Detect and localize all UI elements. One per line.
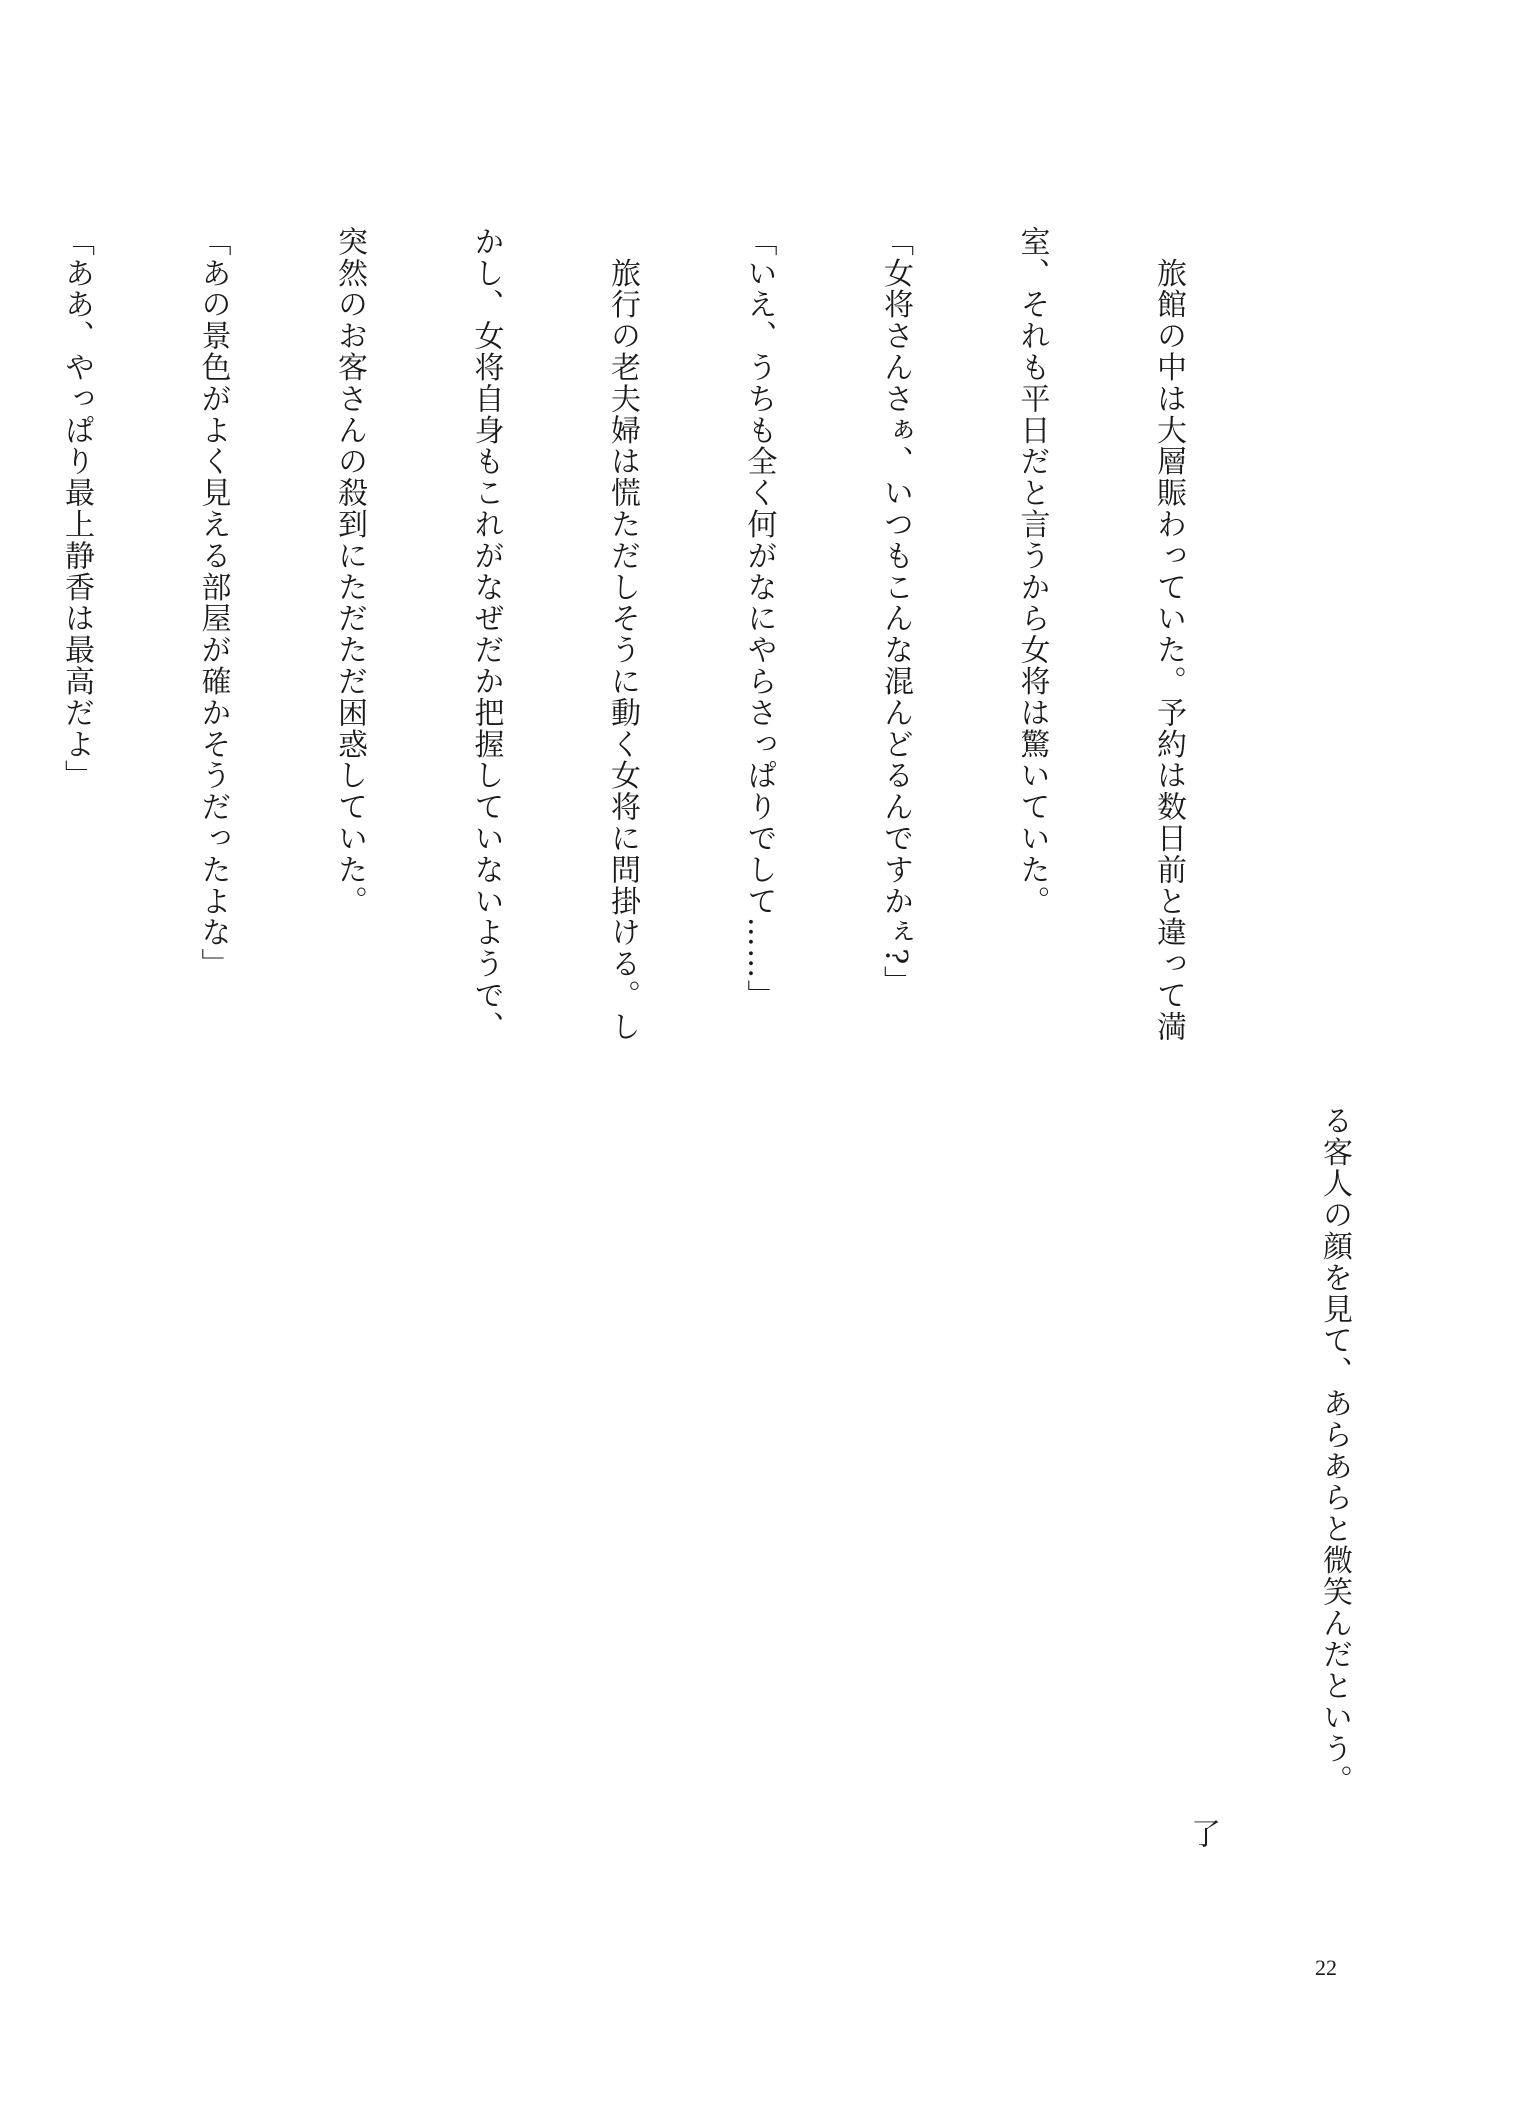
text-line: 突然のお客さんの殺到にただただ困惑していた。	[332, 226, 367, 917]
text-line: 「いえ、うちも全く何がなにやらさっぱりでして……」	[741, 226, 777, 1011]
text-line: 「ああ、やっぱり最上静香は最高だよ」	[59, 226, 94, 792]
text-line: 「あの景色がよく見える部屋が確かそうだったよな」	[195, 226, 231, 980]
page-number: 22	[1315, 1955, 1337, 1980]
text-line: 室、それも平日だと言うから女将は驚いていた。	[1014, 226, 1050, 917]
end-mark: 了	[1185, 1818, 1220, 1848]
text-line: 旅館の中は大層賑わっていた。予約は数日前と違って満	[1151, 226, 1186, 1043]
main-text-block	[0, 226, 1282, 1043]
text-line: 「女将さんさぁ、いつもこんな混んどるんですかぇ?」	[878, 226, 913, 998]
text-line: かし、女将自身もこれがなぜだか把握していないようで、	[468, 226, 504, 1043]
text-line: 旅行の老夫婦は慌ただしそうに動く女将に問掛ける。し	[605, 226, 640, 1043]
continuation-text-line: る客人の顔を見て、あらあらと微笑んだという。	[1317, 1105, 1352, 1796]
